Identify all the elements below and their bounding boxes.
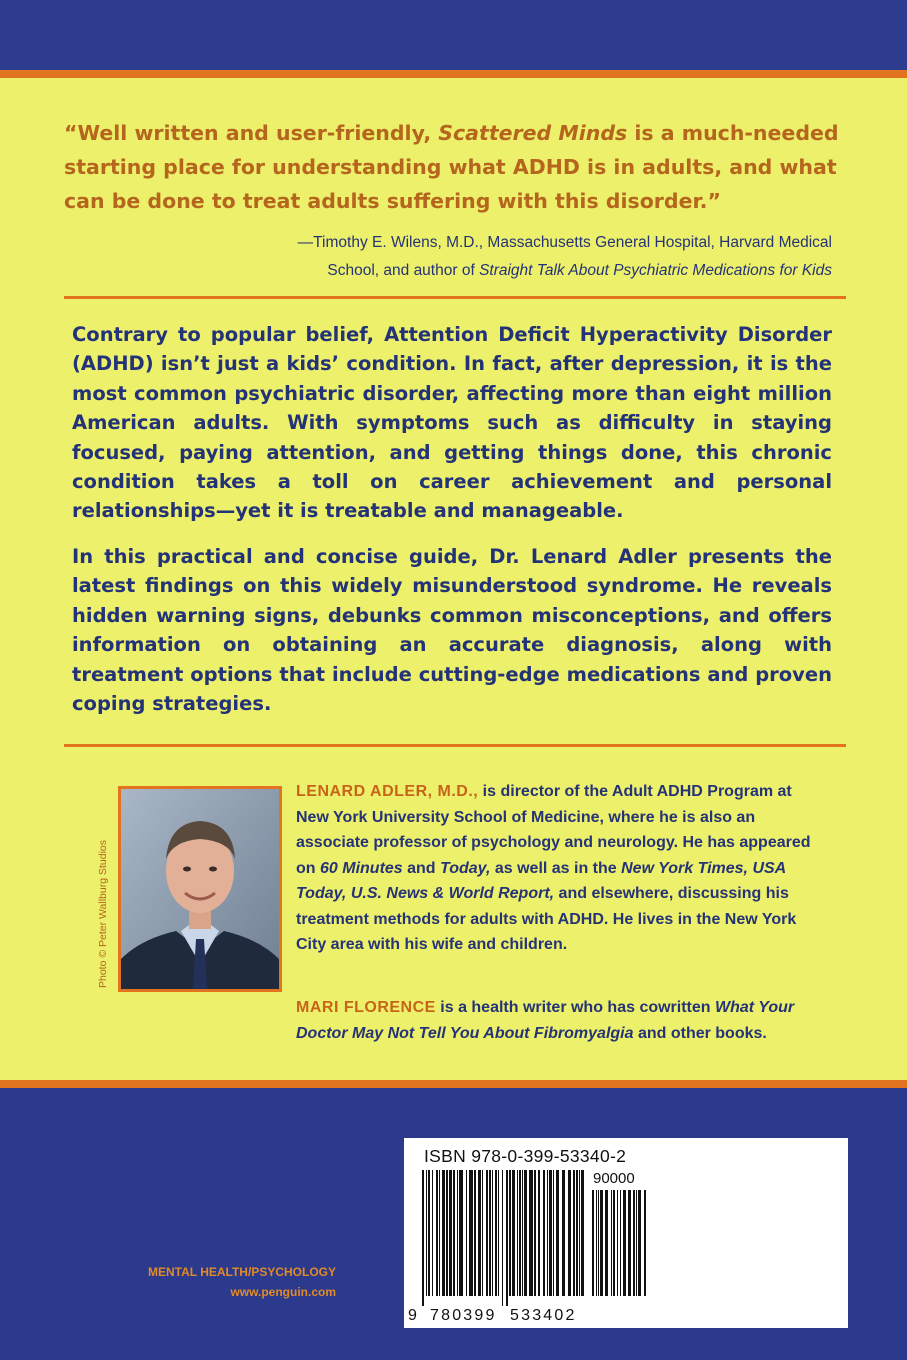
barcode-bar [422,1170,424,1306]
barcode-bar [509,1170,511,1296]
bottom-orange-rule [0,1080,907,1088]
barcode-bar [457,1170,458,1296]
barcode-bar [482,1170,483,1296]
barcode-bar [428,1170,430,1296]
top-navy-band [0,0,907,70]
barcode-bar [579,1170,580,1296]
barcode-bar [469,1170,473,1296]
barcode-bar [486,1170,488,1296]
bio-text: and other books. [633,1024,767,1042]
barcode-bar [562,1170,565,1296]
barcode-bar [556,1170,559,1296]
barcode-bar [459,1170,463,1296]
price-code: 90000 [593,1170,635,1187]
barcode-bar [547,1170,548,1296]
barcode-bar [568,1170,571,1296]
bio-italic: 60 Minutes [320,859,403,877]
barcode-bar [549,1170,552,1296]
description-text-2: In this practical and concise guide, Dr. Lenard Adler presents the latest findings on this widely misunderstood syndrome. He reveals hidden warning signs, debunks common misconceptions, and offers information on obtaining an accurate diagnosis, along with treatment options that include cutting-edge medications and proven coping strategies. [72,545,832,716]
barcode-digits-group-1: 780399 [430,1307,497,1324]
author-name-adler: LENARD ADLER, M.D., [296,783,479,800]
barcode-bar [495,1170,497,1296]
barcode-bar [638,1190,641,1296]
barcode-bar [506,1170,508,1306]
bio-text: and elsewhere, discussing his treatment methods for adults with ADHD. He lives in the New York City area with his wife and children. [296,885,797,953]
barcode-bar [628,1190,631,1296]
ean-barcode [422,1170,586,1306]
description-paragraph-1 [72,320,832,526]
barcode-bar [620,1190,621,1296]
barcode-bar [623,1190,626,1296]
barcode-bar [596,1190,597,1296]
barcode-bar [605,1190,608,1296]
barcode-bar [466,1170,467,1296]
top-orange-rule [0,70,907,78]
isbn-text: ISBN 978-0-399-53340-2 [424,1146,627,1166]
barcode-bar [426,1170,427,1296]
barcode-bar [432,1170,433,1296]
author-bio-adler [296,779,816,958]
author-bio-florence [296,995,816,1046]
author-name-florence: MARI FLORENCE [296,999,436,1016]
barcode-bar [598,1190,599,1296]
quote-book-title: Scattered Minds [438,121,628,145]
category-label: MENTAL HEALTH/PSYCHOLOGY [147,1265,336,1279]
quote-text-start: “Well written and user-friendly, [64,121,439,145]
bio-text: is director of the Adult ADHD Program at New York University School of Medicine, where he is also an associate professor of psychology and neurology. He has appeared on [296,783,811,877]
attribution-line-1: —Timothy E. Wilens, M.D., Massachusetts General Hospital, Harvard Medical [297,234,832,251]
barcode-bar [449,1170,452,1296]
barcode-bar [611,1190,612,1296]
barcode-bar [573,1170,575,1296]
barcode-bar [636,1190,637,1296]
author-photo [118,786,282,992]
author-portrait-illustration [121,789,279,989]
barcode-bar [436,1170,438,1296]
barcode-bar [592,1190,594,1296]
barcode-bar [517,1170,518,1296]
photo-credit: Photo © Peter Wallburg Studios [97,839,109,988]
barcode-bar [502,1170,503,1306]
barcode-bar [543,1170,545,1296]
publisher-website: www.penguin.com [230,1285,336,1299]
barcode-lead-digit: 9 [408,1307,417,1324]
barcode-bar [529,1170,533,1296]
barcode-bar [446,1170,448,1296]
barcode-bar [519,1170,521,1296]
barcode-bar [453,1170,455,1296]
barcode-bar [522,1170,523,1296]
divider-rule-2 [64,744,846,747]
attribution-line-2 [240,257,832,285]
barcode-digits-group-2: 533402 [510,1307,577,1324]
attribution-prefix: School, and author of [327,262,480,279]
barcode-bar [576,1170,578,1296]
barcode-bar [512,1170,515,1296]
barcode-bar [474,1170,476,1296]
quote-text-rest: is a much-needed starting place for understanding what ADHD is in adults, and what can be done to treat adults suffering with this disorder.” [64,121,839,213]
barcode-bar [538,1170,540,1296]
addon-barcode [592,1190,650,1324]
endorsement-quote [64,116,854,218]
barcode-bar [600,1190,603,1296]
barcode-bar [534,1170,536,1296]
divider-rule-1 [64,296,846,299]
bio-text: and [402,859,441,877]
barcode-bar [478,1170,481,1296]
barcode-bar [617,1190,618,1296]
barcode-bar [553,1170,554,1296]
barcode-bar [613,1190,615,1296]
bio-italic: What Your Doctor May Not Tell You About Fibromyalgia [296,999,795,1042]
bio-italic: Today, [440,859,491,877]
barcode-bar [581,1170,584,1296]
barcode-bar [442,1170,445,1296]
bio-italic: New York Times, USA Today, U.S. News & World Report, [296,859,786,902]
quote-attribution [240,229,832,285]
barcode-bar [524,1170,527,1296]
barcode-bar [489,1170,491,1296]
bio-text: is a health writer who has cowritten [435,999,715,1016]
category-block [148,1262,336,1302]
description-paragraph-2 [72,542,832,718]
barcode-bar [439,1170,440,1296]
barcode-bar [498,1170,499,1296]
barcode-bar [644,1190,646,1296]
attribution-book-title: Straight Talk About Psychiatric Medications for Kids [479,262,832,279]
barcode-bar [633,1190,635,1296]
description-text-1: Contrary to popular belief, Attention Deficit Hyperactivity Disorder (ADHD) isn’t just a kids’ condition. In fact, after depression, it is the most common psychiatric disorder, affecting more than eight million American adults. With symptoms such as difficulty in staying focused, paying attention, and getting things done, this chronic condition takes a toll on career achievement and personal relationships—yet it is treatable and manageable. [72,323,832,523]
barcode-bar [492,1170,493,1296]
bio-text: as well as in the [490,859,622,877]
